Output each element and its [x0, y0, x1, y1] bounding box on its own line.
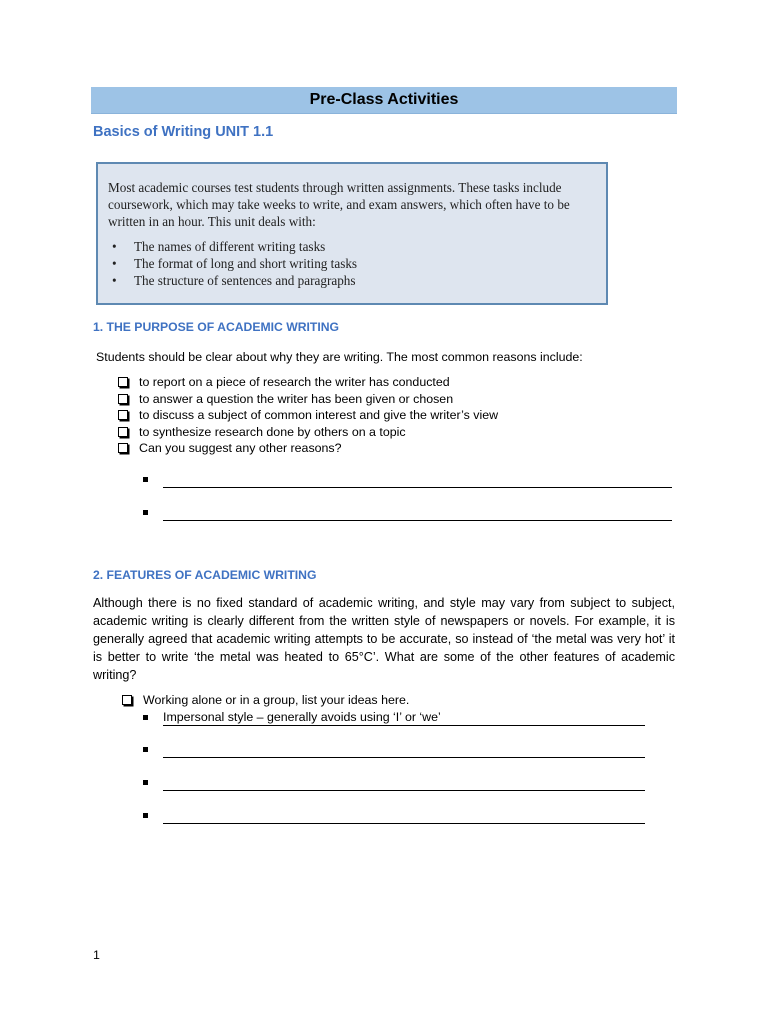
- section-2-paragraph: Although there is no fixed standard of academic writing, and style may vary from subject to subject, academic writing is clearly different from the written style of newspapers or novels. For example, it is generally agreed that academic writing attempts to be accurate, so instead of ‘the metal was very hot’ it is better to write ‘the metal was heated to 65°C’. What are some of the other features of academic writing?: [93, 596, 675, 682]
- checklist-item-label: Working alone or in a group, list your ideas here.: [143, 693, 410, 707]
- intro-bullet: • The format of long and short writing tasks: [134, 255, 596, 272]
- answer-blank[interactable]: [143, 741, 645, 759]
- answer-line[interactable]: [163, 823, 645, 824]
- page-title: Pre-Class Activities: [309, 91, 459, 108]
- intro-box: [96, 162, 608, 305]
- checkbox-icon[interactable]: [118, 443, 128, 453]
- answer-blank[interactable]: [143, 471, 673, 489]
- square-bullet-icon: [143, 510, 148, 515]
- checklist-item-label: to discuss a subject of common interest and give the writer’s view: [139, 408, 499, 422]
- checklist-item[interactable]: [118, 407, 498, 424]
- checklist-item-label: to answer a question the writer has been given or chosen: [139, 391, 454, 406]
- page-title-banner: [91, 87, 677, 114]
- square-bullet-icon: [143, 780, 148, 785]
- checklist-item[interactable]: [118, 374, 498, 391]
- section-1-lead: Students should be clear about why they are writing. The most common reasons include:: [96, 350, 583, 364]
- checkbox-icon[interactable]: [122, 695, 132, 705]
- square-bullet-icon: [143, 813, 148, 818]
- intro-text: Most academic courses test students through written assignments. These tasks include coursework, which may take weeks to write, and exam answers, which often have to be written in an hour. This unit deals with:: [108, 180, 570, 229]
- answer-blank[interactable]: [143, 807, 645, 825]
- answer-blank[interactable]: [143, 774, 645, 792]
- unit-heading: Basics of Writing UNIT 1.1: [93, 124, 274, 140]
- square-bullet-icon: [143, 747, 148, 752]
- checklist-item[interactable]: [122, 692, 409, 709]
- checklist-item[interactable]: [118, 424, 498, 441]
- features-task: [122, 692, 409, 709]
- answer-line[interactable]: [163, 487, 672, 488]
- checklist-item[interactable]: [118, 440, 498, 457]
- checklist-item-label: Can you suggest any other reasons?: [139, 441, 342, 455]
- example-answer-text: Impersonal style – generally avoids using ‘I’ or ‘we’: [163, 710, 441, 724]
- answer-line[interactable]: [163, 790, 645, 791]
- square-bullet-icon: [143, 477, 148, 482]
- answer-line[interactable]: [163, 757, 645, 758]
- answer-line[interactable]: [163, 520, 672, 521]
- intro-bullet-list: [108, 238, 596, 289]
- page-number: 1: [93, 948, 100, 962]
- checkbox-icon[interactable]: [118, 427, 128, 437]
- reasons-checklist: [118, 374, 498, 457]
- section-1-heading: 1. THE PURPOSE OF ACADEMIC WRITING: [93, 320, 340, 334]
- checkbox-icon[interactable]: [118, 377, 128, 387]
- checklist-item-label: to report on a piece of research the writer has conducted: [139, 375, 450, 389]
- checkbox-icon[interactable]: [118, 394, 128, 404]
- checklist-item-label: to synthesize research done by others on a topic: [139, 424, 406, 439]
- checkbox-icon[interactable]: [118, 410, 128, 420]
- checklist-item[interactable]: [118, 391, 498, 408]
- answer-line[interactable]: [163, 725, 645, 726]
- example-answer-row: [143, 709, 645, 727]
- intro-bullet: • The names of different writing tasks: [134, 238, 596, 255]
- section-2-heading: 2. FEATURES OF ACADEMIC WRITING: [93, 568, 317, 582]
- square-bullet-icon: [143, 715, 148, 720]
- answer-blank[interactable]: [143, 504, 673, 522]
- intro-bullet: • The structure of sentences and paragraphs: [134, 272, 596, 289]
